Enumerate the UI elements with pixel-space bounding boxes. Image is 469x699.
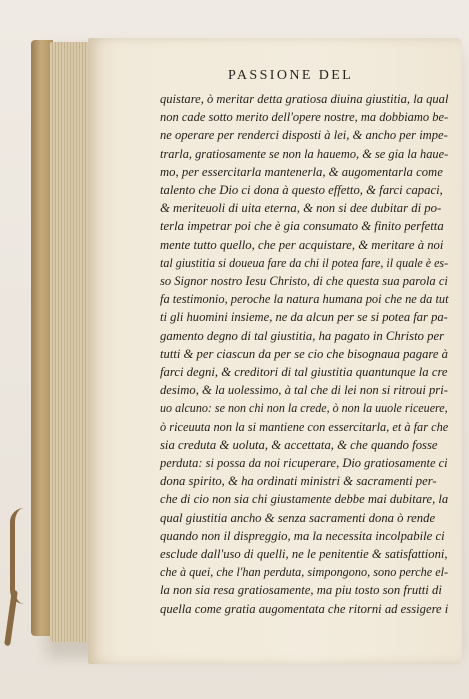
text-line: qual giustitia ancho & senza sacramenti dona ò rende <box>160 510 436 525</box>
text-line: talento che Dio ci dona à questo effetto, & farci capaci, <box>160 183 443 198</box>
text-line: quella come gratia augomentata che ritorni ad essigere i <box>160 601 449 616</box>
text-line: tutti & per ciascun da per se cio che bisognaua pagare à <box>160 346 448 361</box>
text-line: mente tutto quello, che per acquistare, & meritare à noi <box>160 237 444 252</box>
text-line: tal giustitia si doueua fare da chi il potea fare, il quale è es- <box>160 255 449 270</box>
text-line: terla impetrar poi che è gia consumato & finito perfetta <box>160 219 444 234</box>
text-line: mo, per essercitarla mantenerla, & augomentarla come <box>160 164 443 179</box>
text-line: perduta: si possa da noi ricuperare, Dio gratiosamente ci <box>160 456 448 471</box>
text-line: & meriteuoli di uita eterna, & non si dee dubitar di po- <box>160 201 442 216</box>
text-line: fa testimonio, peroche la natura humana poi che ne da tut <box>160 292 449 307</box>
text-line: gamento degno di tal giustitia, ha pagato in Christo per <box>160 328 445 343</box>
text-line: uo alcuno: se non chi non la crede, ò non la uuole riceuere, <box>160 401 448 416</box>
text-line: dona spirito, & ha ordinati ministri & sacramenti per- <box>160 474 437 489</box>
text-line: so Signor nostro Iesu Christo, di che questa sua parola ci <box>160 274 448 289</box>
text-line: sia creduta & uoluta, & accettata, & che quando fosse <box>160 437 438 452</box>
text-line: che di cio non sia chi giustamente debbe mai dubitare, la <box>160 492 449 507</box>
text-line: desimo, & la uolessimo, à tal che di lei non si ritroui pri- <box>160 383 448 398</box>
text-line: ne operare per renderci disposti à lei, & ancho per impe- <box>160 128 448 143</box>
text-line: quistare, ò meritar detta gratiosa diuina giustitia, la qual <box>160 92 449 106</box>
text-line: quando non il dispreggio, ma la necessita incolpabile ci <box>160 528 445 543</box>
text-line: che à quei, che l'han perduta, simpongono, sono perche el- <box>160 565 449 580</box>
text-line: trarla, gratiosamente se non la hauemo, & se gia la haue- <box>160 146 449 161</box>
text-block <box>160 90 448 618</box>
text-line: la non sia resa gratiosamente, ma piu tosto son frutti di <box>160 583 442 598</box>
running-head: PASSIONE DEL <box>228 68 354 83</box>
text-line: ò riceuuta non la si mantiene con essercitarla, et à far che <box>160 419 449 434</box>
text-line: esclude dall'uso di quelli, ne le penitentie & satisfattioni, <box>160 547 448 562</box>
text-line: ti gli huomini insieme, ne da alcun per se si potea far pa- <box>160 310 448 325</box>
text-line: non cade sotto merito dell'opere nostre, ma dobbiamo be- <box>160 110 449 125</box>
text-line: farci degni, & creditori di tal giustitia quantunque la cre <box>160 365 448 380</box>
